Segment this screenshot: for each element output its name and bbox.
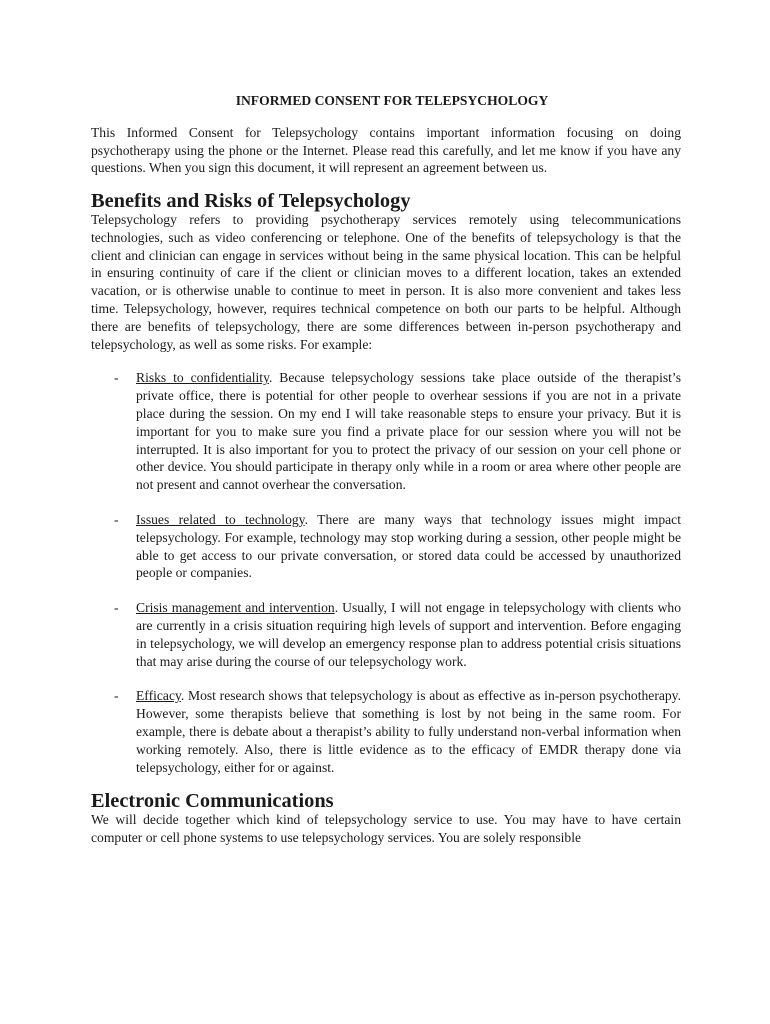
term-crisis-management: Crisis management and intervention xyxy=(136,600,335,616)
bullet-dash: - xyxy=(114,688,119,704)
document-content xyxy=(91,92,681,847)
list-item-text xyxy=(136,599,681,670)
section-body-benefits-risks: Telepsychology refers to providing psychotherapy services remotely using telecommunications technologies, such as video conferencing or telephone. One of the benefits of telepsychology is that the client and clinician can engage in services without being in the same physical location. This can be helpful in ensuring continuity of care if the client or clinician moves to a different location, takes an extended vacation, or is otherwise unable to continue to meet in person. It is also more convenient and takes less time. Telepsychology, however, requires technical competence on both our parts to be helpful. Although there are benefits of telepsychology, there are some differences between in-person psychotherapy and telepsychology, as well as some risks. For example: xyxy=(91,211,681,352)
term-efficacy: Efficacy xyxy=(136,688,181,704)
list-item-technology xyxy=(91,511,681,582)
list-item-crisis xyxy=(91,599,681,670)
term-description: . Most research shows that telepsychology is about as effective as in-person psychotherapy. However, some therapists believe that something is lost by not being in the same room. For example, there is debate about a therapist’s ability to fully understand non-verbal information when working remotely. Also, there is little evidence as to the efficacy of EMDR therapy done via telepsychology, either for or against. xyxy=(136,688,681,775)
section-body-electronic-communications: We will decide together which kind of telepsychology service to use. You may have to have certain computer or cell phone systems to use telepsychology services. You are solely responsible xyxy=(91,812,681,845)
list-item-efficacy xyxy=(91,687,681,776)
bullet-dash: - xyxy=(114,370,119,386)
bullet-dash: - xyxy=(114,511,119,527)
term-description: . Usually, I will not engage in telepsychology with clients who are currently in a crisis situation requiring high levels of support and intervention. Before engaging in telepsychology, we will develop an emergency response plan to address potential crisis situations that may arise during the course of our telepsychology work. xyxy=(136,600,681,669)
bullet-dash: - xyxy=(114,600,119,616)
term-description: . There are many ways that technology issues might impact telepsychology. For example, technology may stop working during a session, other people might be able to get access to our private conversation, or stored data could be accessed by unauthorized people or companies. xyxy=(136,511,681,581)
term-description: . Because telepsychology sessions take place outside of the therapist’s private office, there is potential for other people to overhear sessions if you are not in a private place during the session. On my end I will take reasonable steps to ensure your privacy. But it is important for you to make sure you find a private place for our session where you will not be interrupted. It is also important for you to protect the privacy of our session on your cell phone or other device. You should participate in therapy only while in a room or area where other people are not present and cannot overhear the conversation. xyxy=(136,370,681,493)
list-item-text xyxy=(136,369,681,494)
risks-list xyxy=(91,369,681,776)
list-item-text xyxy=(136,687,681,776)
document-title: INFORMED CONSENT FOR TELEPSYCHOLOGY xyxy=(235,93,549,108)
section-heading-benefits-risks: Benefits and Risks of Telepsychology xyxy=(91,190,411,213)
term-issues-related-to-technology: Issues related to technology xyxy=(136,511,305,527)
list-item-confidentiality xyxy=(91,369,681,494)
list-item-text xyxy=(136,511,681,582)
term-risks-to-confidentiality: Risks to confidentiality xyxy=(136,370,269,386)
intro-paragraph: This Informed Consent for Telepsychology contains important information focusing on doing psychotherapy using the phone or the Internet. Please read this carefully, and let me know if you have any questions. When you sign this document, it will represent an agreement between us. xyxy=(91,124,681,176)
section-heading-electronic-communications: Electronic Communications xyxy=(91,790,334,813)
